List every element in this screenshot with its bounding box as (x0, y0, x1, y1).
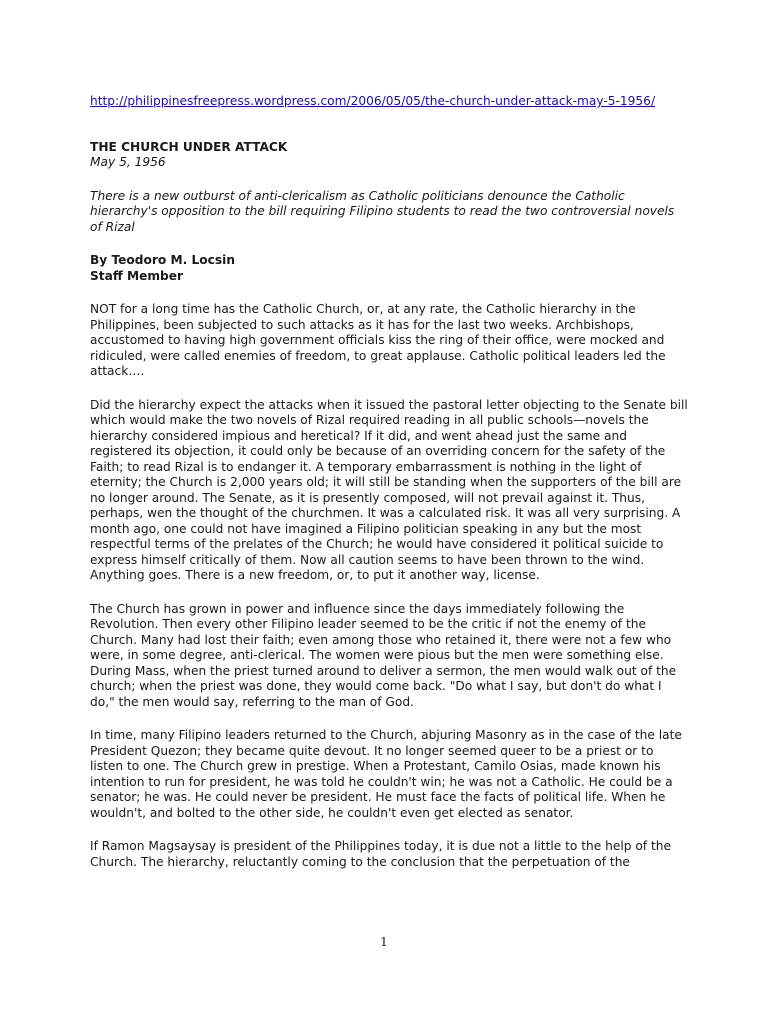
paragraph: Did the hierarchy expect the attacks when it issued the pastoral letter objecting to the Senate bill which would make the two novels of Rizal required reading in all public schools—novels the hierarchy considered impious and heretical? If it did, and went ahead just the same and registered its objection, it could only be because of an overriding concern for the safety of the Faith; to read Rizal is to endanger it. A temporary embarrassment is nothing in the light of eternity; the Church is 2,000 years old; it will still be standing when the supporters of the bill are no longer around. The Senate, as it is presently composed, will not prevail against it. Thus, perhaps, wen the thought of the churchmen. It was a calculated risk. It was all very surprising. A month ago, one could not have imagined a Filipino politician speaking in any but the most respectful terms of the prelates of the Church; he would have considered it political suicide to express himself critically of them. Now all caution seems to have been thrown to the wind. Anything goes. There is a new freedom, or, to put it another way, license. (90, 397, 688, 582)
article-date: May 5, 1956 (90, 155, 166, 169)
source-url-link[interactable]: http://philippinesfreepress.wordpress.com/2006/05/05/the-church-under-attack-may-5-1956/ (90, 94, 656, 108)
author-name: By Teodoro M. Locsin (90, 253, 236, 267)
article-deck: There is a new outburst of anti-clericalism as Catholic politicians denounce the Catholic hierarchy's opposition to the bill requiring Filipino students to read the two controversial novels of Rizal (90, 188, 675, 234)
paragraph: NOT for a long time has the Catholic Church, or, at any rate, the Catholic hierarchy in the Philippines, been subjected to such attacks as it has for the last two weeks. Archbishops, accustomed to having high government officials kiss the ring of their office, were mocked and ridiculed, were called enemies of freedom, to great applause. Catholic political leaders led the attack…. (90, 302, 666, 378)
author-role: Staff Member (90, 268, 184, 283)
paragraph: If Ramon Magsaysay is president of the Philippines today, it is due not a little to the help of the Church. The hierarchy, reluctantly coming to the conclusion that the perpetuation of the (90, 839, 671, 869)
article-title: THE CHURCH UNDER ATTACK (90, 139, 288, 154)
paragraph: The Church has grown in power and influence since the days immediately following the Revolution. Then every other Filipino leader seemed to be the critic if not the enemy of the Church. Many had lost their faith; even among those who retained it, there were not a few who were, in some degree, anti-clerical. The women were pious but the men were something else. During Mass, when the priest turned around to deliver a sermon, the men would walk out of the church; when the priest was done, they would come back. "Do what I say, but don't do what I do," the men would say, referring to the man of God. (90, 601, 677, 709)
paragraph: In time, many Filipino leaders returned to the Church, abjuring Masonry as in the case of the late President Quezon; they became quite devout. It no longer seemed queer to be a priest or to listen to one. The Church grew in prestige. When a Protestant, Camilo Osias, made known his intention to run for president, he was told he couldn't win; he was not a Catholic. He could be a senator; he was. He could never be president. He must face the facts of political life. When he wouldn't, and bolted to the other side, he couldn't even get elected as senator. (90, 728, 682, 820)
page-number: 1 (380, 934, 388, 949)
article-body (90, 94, 688, 870)
byline-block (90, 253, 688, 284)
